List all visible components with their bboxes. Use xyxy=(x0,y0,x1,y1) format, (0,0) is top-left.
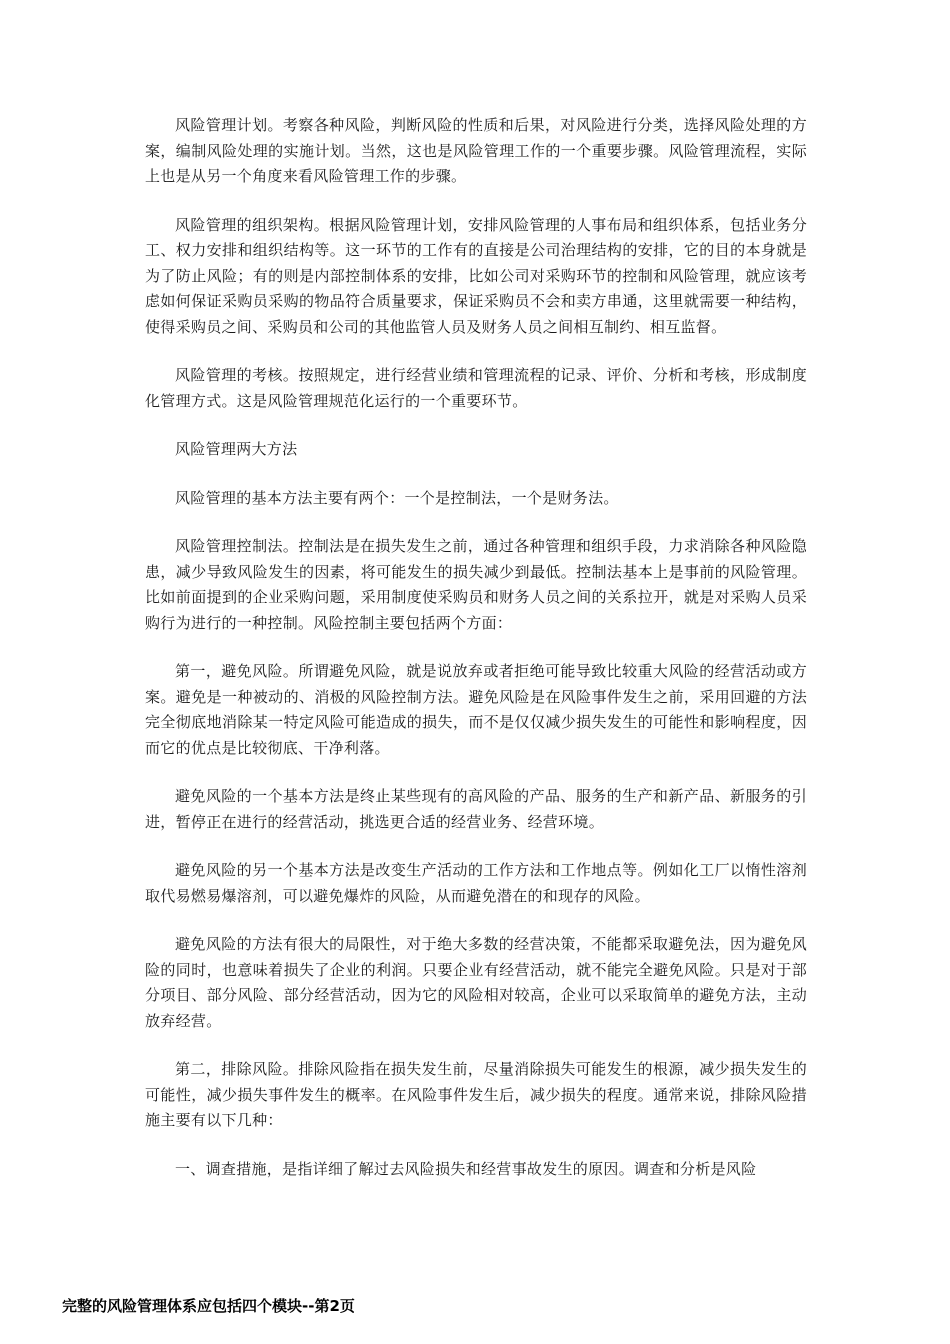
page-footer: 完整的风险管理体系应包括四个模块--第2页 xyxy=(62,1297,355,1315)
paragraph-avoid-risk: 第一，避免风险。所谓避免风险，就是说放弃或者拒绝可能导致比较重大风险的经营活动或方案。避免是一种被动的、消极的风险控制方法。避免风险是在风险事件发生之前，采用回避的方法完全彻底地消除某一特定风险可能造成的损失，而不是仅仅减少损失发生的可能性和影响程度，因而它的优点是比较彻底、干净利落。 xyxy=(145,662,807,757)
paragraph-eliminate-risk: 第二，排除风险。排除风险指在损失发生前，尽量消除损失可能发生的根源，减少损失发生的可能性，减少损失事件发生的概率。在风险事件发生后，减少损失的程度。通常来说，排除风险措施主要有以下几种： xyxy=(145,1060,807,1129)
paragraph-basic-methods: 风险管理的基本方法主要有两个：一个是控制法，一个是财务法。 xyxy=(175,488,619,507)
paragraph-control-method: 风险管理控制法。控制法是在损失发生之前，通过各种管理和组织手段，力求消除各种风险隐患，减少导致风险发生的因素，将可能发生的损失减少到最低。控制法基本上是事前的风险管理。比如前面提到的企业采购问题，采用制度使采购员和财务人员之间的关系拉开，就是对采购人员采购行为进行的一种控制。风险控制主要包括两个方面： xyxy=(145,537,807,632)
section-heading-two-methods: 风险管理两大方法 xyxy=(175,440,298,458)
paragraph-org-structure: 风险管理的组织架构。根据风险管理计划，安排风险管理的人事布局和组织体系，包括业务分工、权力安排和组织结构等。这一环节的工作有的直接是公司治理结构的安排，它的目的本身就是为了防止风险；有的则是内部控制体系的安排，比如公司对采购环节的控制和风险管理，就应该考虑如何保证采购员采购的物品符合质量要求，保证采购员不会和卖方串通，这里就需要一种结构，使得采购员之间、采购员和公司的其他监管人员及财务人员之间相互制约、相互监督。 xyxy=(145,215,807,336)
paragraph-risk-plan: 风险管理计划。考察各种风险，判断风险的性质和后果，对风险进行分类，选择风险处理的方案，编制风险处理的实施计划。当然，这也是风险管理工作的一个重要步骤。风险管理流程，实际上也是从另一个角度来看风险管理工作的步骤。 xyxy=(145,116,807,185)
paragraph-avoid-method-two: 避免风险的另一个基本方法是改变生产活动的工作方法和工作地点等。例如化工厂以惰性溶剂取代易燃易爆溶剂，可以避免爆炸的风险，从而避免潜在的和现存的风险。 xyxy=(145,861,807,905)
paragraph-assessment: 风险管理的考核。按照规定，进行经营业绩和管理流程的记录、评价、分析和考核，形成制度化管理方式。这是风险管理规范化运行的一个重要环节。 xyxy=(145,366,807,410)
paragraph-investigation: 一、调查措施，是指详细了解过去风险损失和经营事故发生的原因。调查和分析是风险 xyxy=(175,1159,757,1178)
paragraph-avoid-method-one: 避免风险的一个基本方法是终止某些现有的高风险的产品、服务的生产和新产品、新服务的引进，暂停正在进行的经营活动，挑选更合适的经营业务、经营环境。 xyxy=(145,787,807,831)
paragraph-avoid-limitations: 避免风险的方法有很大的局限性，对于绝大多数的经营决策，不能都采取避免法，因为避免风险的同时，也意味着损失了企业的利润。只要企业有经营活动，就不能完全避免风险。只是对于部分项目、部分风险、部分经营活动，因为它的风险相对较高，企业可以采取简单的避免方法，主动放弃经营。 xyxy=(145,935,807,1030)
document-body xyxy=(145,113,807,1205)
